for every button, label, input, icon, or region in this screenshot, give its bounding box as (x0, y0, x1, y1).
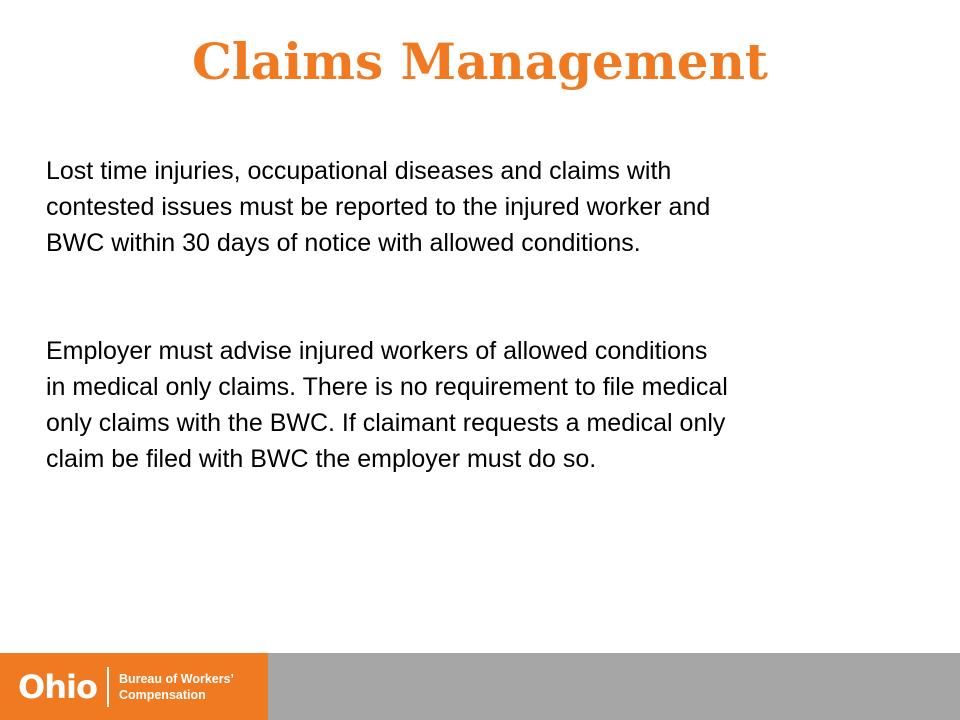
body-paragraph-2: Employer must advise injured workers of allowed conditions in medical only claims. There is no requirement to file medical only claims with the BWC. If claimant requests a medical only claim be filed with BWC the employer must do so. (46, 337, 728, 473)
footer-gray-band (268, 653, 960, 720)
agency-name-line-2: Compensation (118, 687, 206, 702)
bwc-logo (0, 653, 268, 720)
slide-title: Claims Management (191, 32, 769, 91)
body-paragraph-1: Lost time injuries, occupational diseases and claims with contested issues must be reported to the injured worker and BWC within 30 days of notice with allowed conditions. (46, 157, 711, 257)
agency-name (119, 671, 234, 703)
slide-body (46, 153, 926, 477)
agency-name-line-1: Bureau of Workers’ (118, 671, 235, 686)
footer-bar (0, 653, 960, 720)
logo-divider (107, 667, 109, 707)
ohio-wordmark: Ohio (18, 667, 97, 706)
